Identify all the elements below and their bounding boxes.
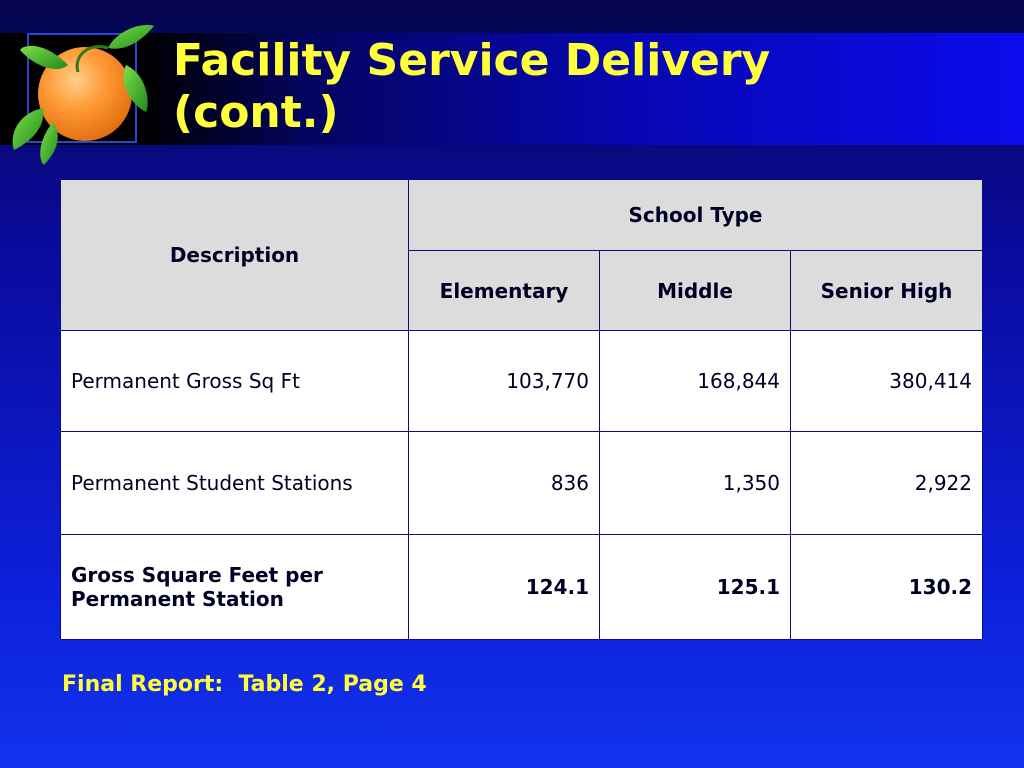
- slide-title: [173, 35, 993, 139]
- cell-middle: 168,844: [600, 331, 791, 432]
- slide-title-line-1: Facility Service Delivery: [173, 35, 771, 86]
- cell-middle: 125.1: [600, 535, 791, 640]
- header-elementary: Elementary: [409, 251, 600, 331]
- cell-senior-high: 380,414: [791, 331, 983, 432]
- table-row: [61, 432, 983, 535]
- table-row: [61, 331, 983, 432]
- cell-elementary: 836: [409, 432, 600, 535]
- header-description: Description: [61, 180, 409, 331]
- cell-elementary: 124.1: [409, 535, 600, 640]
- table-header-row: [61, 180, 983, 251]
- header-school-type: School Type: [409, 180, 983, 251]
- cell-senior-high: 2,922: [791, 432, 983, 535]
- header-middle: Middle: [600, 251, 791, 331]
- row-label: Gross Square Feet per Permanent Station: [61, 535, 409, 640]
- orange-fruit-icon: [8, 20, 158, 165]
- cell-elementary: 103,770: [409, 331, 600, 432]
- table-row: [61, 535, 983, 640]
- source-note: Final Report: Table 2, Page 4: [62, 672, 427, 697]
- cell-senior-high: 130.2: [791, 535, 983, 640]
- header-senior-high: Senior High: [791, 251, 983, 331]
- school-type-table: [60, 179, 983, 640]
- row-label: Permanent Student Stations: [61, 432, 409, 535]
- row-label: Permanent Gross Sq Ft: [61, 331, 409, 432]
- slide-title-line-2: (cont.): [173, 87, 339, 138]
- cell-middle: 1,350: [600, 432, 791, 535]
